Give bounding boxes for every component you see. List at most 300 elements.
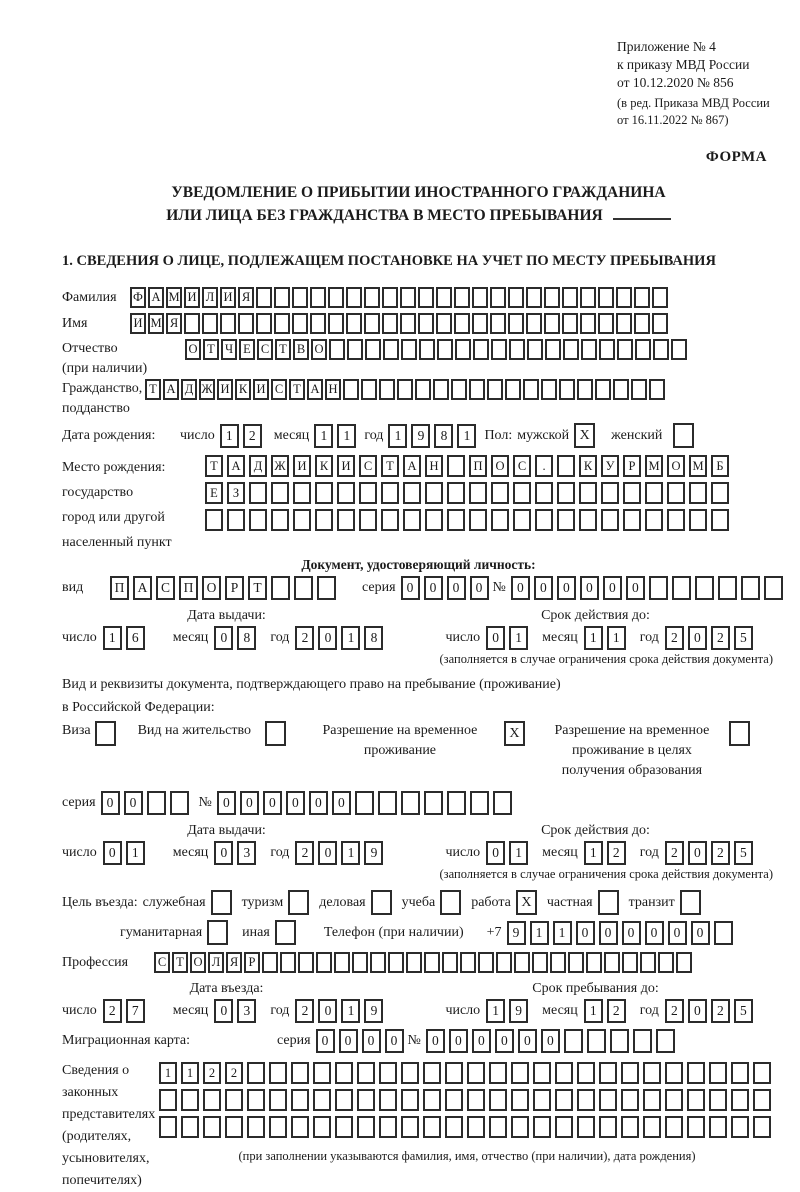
char-box[interactable] <box>291 1116 309 1138</box>
char-box[interactable]: 0 <box>263 791 282 815</box>
char-box[interactable] <box>467 1062 485 1084</box>
char-box[interactable] <box>527 339 543 360</box>
char-box[interactable] <box>328 287 344 308</box>
char-box[interactable]: 0 <box>124 791 143 815</box>
char-box[interactable] <box>523 379 539 400</box>
char-box[interactable]: 1 <box>457 424 476 448</box>
char-box[interactable] <box>238 313 254 334</box>
char-box[interactable] <box>535 509 553 531</box>
char-box[interactable] <box>714 921 733 945</box>
birth-day-input[interactable] <box>220 424 266 448</box>
phone-input[interactable] <box>507 921 737 945</box>
char-box[interactable]: Л <box>208 952 224 973</box>
stay-month[interactable] <box>584 999 630 1023</box>
char-box[interactable]: 2 <box>607 841 626 865</box>
char-box[interactable] <box>247 1116 265 1138</box>
char-box[interactable]: И <box>293 455 311 477</box>
char-box[interactable]: 0 <box>424 576 443 600</box>
char-box[interactable]: 1 <box>584 626 603 650</box>
char-box[interactable]: П <box>469 455 487 477</box>
purpose-transit-checkbox[interactable] <box>680 890 701 915</box>
char-box[interactable]: И <box>220 287 236 308</box>
char-box[interactable] <box>577 1116 595 1138</box>
entry-day[interactable] <box>103 999 149 1023</box>
char-box[interactable]: 1 <box>486 999 505 1023</box>
char-box[interactable]: 0 <box>668 921 687 945</box>
char-box[interactable]: 0 <box>339 1029 358 1053</box>
char-box[interactable] <box>334 952 350 973</box>
char-box[interactable] <box>406 952 422 973</box>
char-box[interactable] <box>357 1062 375 1084</box>
char-box[interactable] <box>225 1116 243 1138</box>
doc-series-input[interactable] <box>401 576 493 600</box>
char-box[interactable]: П <box>179 576 198 600</box>
char-box[interactable] <box>489 1062 507 1084</box>
char-box[interactable] <box>555 1062 573 1084</box>
char-box[interactable] <box>695 576 714 600</box>
char-box[interactable] <box>689 509 707 531</box>
char-box[interactable] <box>753 1116 771 1138</box>
char-box[interactable] <box>634 313 650 334</box>
char-box[interactable] <box>357 1116 375 1138</box>
char-box[interactable]: О <box>491 455 509 477</box>
char-box[interactable] <box>598 313 614 334</box>
char-box[interactable] <box>361 379 377 400</box>
sex-male-checkbox[interactable]: X <box>574 423 595 448</box>
char-box[interactable]: 0 <box>101 791 120 815</box>
char-box[interactable] <box>247 1089 265 1111</box>
char-box[interactable] <box>442 952 458 973</box>
char-box[interactable] <box>621 1116 639 1138</box>
char-box[interactable]: К <box>315 455 333 477</box>
entry-year[interactable] <box>295 999 387 1023</box>
profession-input[interactable] <box>154 952 694 973</box>
char-box[interactable]: О <box>185 339 201 360</box>
char-box[interactable] <box>555 1116 573 1138</box>
char-box[interactable] <box>347 339 363 360</box>
char-box[interactable] <box>491 339 507 360</box>
char-box[interactable] <box>599 1089 617 1111</box>
char-box[interactable]: 2 <box>295 841 314 865</box>
char-box[interactable] <box>425 482 443 504</box>
char-box[interactable] <box>470 791 489 815</box>
char-box[interactable] <box>473 339 489 360</box>
char-box[interactable]: Р <box>244 952 260 973</box>
char-box[interactable]: 1 <box>509 841 528 865</box>
purpose-study-checkbox[interactable] <box>440 890 461 915</box>
char-box[interactable] <box>533 1116 551 1138</box>
char-box[interactable] <box>379 1062 397 1084</box>
sex-female-checkbox[interactable] <box>673 423 694 448</box>
char-box[interactable] <box>563 339 579 360</box>
char-box[interactable] <box>291 1062 309 1084</box>
char-box[interactable] <box>652 287 668 308</box>
res-series-input[interactable] <box>101 791 193 815</box>
char-box[interactable] <box>460 952 476 973</box>
char-box[interactable] <box>159 1089 177 1111</box>
char-box[interactable] <box>382 313 398 334</box>
res-issue-day[interactable] <box>103 841 149 865</box>
purpose-tourism-checkbox[interactable] <box>288 890 309 915</box>
char-box[interactable]: 0 <box>426 1029 445 1053</box>
char-box[interactable] <box>181 1116 199 1138</box>
char-box[interactable] <box>643 1062 661 1084</box>
char-box[interactable]: 0 <box>495 1029 514 1053</box>
char-box[interactable] <box>436 313 452 334</box>
char-box[interactable]: 8 <box>237 626 256 650</box>
char-box[interactable] <box>293 509 311 531</box>
char-box[interactable] <box>378 791 397 815</box>
char-box[interactable] <box>656 1029 675 1053</box>
char-box[interactable]: 0 <box>688 626 707 650</box>
char-box[interactable]: А <box>403 455 421 477</box>
char-box[interactable]: 2 <box>295 626 314 650</box>
char-box[interactable]: 2 <box>665 999 684 1023</box>
char-box[interactable] <box>205 509 223 531</box>
char-box[interactable]: 9 <box>509 999 528 1023</box>
char-box[interactable] <box>359 509 377 531</box>
char-box[interactable] <box>580 313 596 334</box>
char-box[interactable] <box>753 1089 771 1111</box>
char-box[interactable] <box>711 509 729 531</box>
char-box[interactable] <box>577 379 593 400</box>
char-box[interactable] <box>469 379 485 400</box>
char-box[interactable]: Ж <box>199 379 215 400</box>
char-box[interactable] <box>623 509 641 531</box>
char-box[interactable] <box>616 287 632 308</box>
char-box[interactable] <box>489 1116 507 1138</box>
char-box[interactable] <box>335 1116 353 1138</box>
char-box[interactable]: Т <box>289 379 305 400</box>
char-box[interactable]: Ч <box>221 339 237 360</box>
char-box[interactable]: 2 <box>103 999 122 1023</box>
char-box[interactable]: У <box>601 455 619 477</box>
char-box[interactable] <box>415 379 431 400</box>
char-box[interactable] <box>467 1116 485 1138</box>
char-box[interactable] <box>364 287 380 308</box>
char-box[interactable] <box>447 791 466 815</box>
char-box[interactable] <box>472 313 488 334</box>
char-box[interactable]: Н <box>325 379 341 400</box>
char-box[interactable] <box>271 482 289 504</box>
char-box[interactable] <box>262 952 278 973</box>
char-box[interactable]: 0 <box>447 576 466 600</box>
char-box[interactable] <box>643 1116 661 1138</box>
char-box[interactable] <box>709 1116 727 1138</box>
char-box[interactable] <box>467 1089 485 1111</box>
char-box[interactable] <box>401 791 420 815</box>
char-box[interactable] <box>379 1116 397 1138</box>
char-box[interactable]: 1 <box>159 1062 177 1084</box>
char-box[interactable]: П <box>110 576 129 600</box>
char-box[interactable]: 8 <box>364 626 383 650</box>
res-issue-month[interactable] <box>214 841 260 865</box>
char-box[interactable] <box>310 287 326 308</box>
char-box[interactable] <box>147 791 166 815</box>
char-box[interactable] <box>511 1089 529 1111</box>
char-box[interactable]: 0 <box>534 576 553 600</box>
char-box[interactable] <box>381 482 399 504</box>
char-box[interactable] <box>604 952 620 973</box>
char-box[interactable]: М <box>689 455 707 477</box>
char-box[interactable]: М <box>166 287 182 308</box>
char-box[interactable]: 5 <box>734 999 753 1023</box>
char-box[interactable] <box>513 482 531 504</box>
char-box[interactable] <box>472 287 488 308</box>
char-box[interactable]: 0 <box>518 1029 537 1053</box>
char-box[interactable] <box>313 1089 331 1111</box>
char-box[interactable]: . <box>535 455 553 477</box>
char-box[interactable] <box>557 509 575 531</box>
char-box[interactable] <box>313 1062 331 1084</box>
char-box[interactable] <box>621 1062 639 1084</box>
char-box[interactable]: 7 <box>126 999 145 1023</box>
char-box[interactable] <box>577 1089 595 1111</box>
char-box[interactable] <box>424 791 443 815</box>
char-box[interactable] <box>381 509 399 531</box>
char-box[interactable] <box>562 313 578 334</box>
char-box[interactable]: 0 <box>318 999 337 1023</box>
char-box[interactable] <box>184 313 200 334</box>
char-box[interactable]: 9 <box>411 424 430 448</box>
char-box[interactable]: С <box>257 339 273 360</box>
char-box[interactable] <box>665 1116 683 1138</box>
char-box[interactable] <box>514 952 530 973</box>
purpose-business-checkbox[interactable] <box>371 890 392 915</box>
char-box[interactable]: Ф <box>130 287 146 308</box>
char-box[interactable] <box>315 482 333 504</box>
stay-year[interactable] <box>665 999 757 1023</box>
char-box[interactable] <box>249 482 267 504</box>
char-box[interactable]: Ж <box>271 455 289 477</box>
char-box[interactable] <box>579 482 597 504</box>
doc-number-input[interactable] <box>511 576 787 600</box>
doc-kind-input[interactable] <box>110 576 340 600</box>
char-box[interactable] <box>271 576 290 600</box>
char-box[interactable]: 9 <box>364 999 383 1023</box>
char-box[interactable]: 1 <box>530 921 549 945</box>
char-box[interactable] <box>487 379 503 400</box>
char-box[interactable] <box>490 313 506 334</box>
char-box[interactable] <box>293 482 311 504</box>
mc-series-input[interactable] <box>316 1029 408 1053</box>
char-box[interactable] <box>397 379 413 400</box>
char-box[interactable]: Р <box>623 455 641 477</box>
char-box[interactable] <box>346 313 362 334</box>
char-box[interactable]: 0 <box>599 921 618 945</box>
char-box[interactable] <box>329 339 345 360</box>
char-box[interactable] <box>649 379 665 400</box>
char-box[interactable] <box>274 313 290 334</box>
char-box[interactable]: 0 <box>557 576 576 600</box>
char-box[interactable]: 0 <box>103 841 122 865</box>
char-box[interactable]: И <box>184 287 200 308</box>
char-box[interactable] <box>557 482 575 504</box>
char-box[interactable]: 2 <box>243 424 262 448</box>
char-box[interactable]: Я <box>238 287 254 308</box>
char-box[interactable]: М <box>645 455 663 477</box>
stay-day[interactable] <box>486 999 532 1023</box>
char-box[interactable] <box>623 482 641 504</box>
char-box[interactable] <box>317 576 336 600</box>
char-box[interactable] <box>687 1062 705 1084</box>
char-box[interactable] <box>635 339 651 360</box>
char-box[interactable]: 0 <box>401 576 420 600</box>
char-box[interactable] <box>280 952 296 973</box>
birth-place-row-2[interactable] <box>205 482 733 504</box>
char-box[interactable] <box>436 287 452 308</box>
char-box[interactable]: А <box>148 287 164 308</box>
char-box[interactable]: 0 <box>449 1029 468 1053</box>
char-box[interactable] <box>568 952 584 973</box>
char-box[interactable] <box>469 482 487 504</box>
char-box[interactable] <box>335 1062 353 1084</box>
char-box[interactable] <box>508 287 524 308</box>
char-box[interactable]: 3 <box>237 841 256 865</box>
char-box[interactable]: 0 <box>316 1029 335 1053</box>
char-box[interactable]: 2 <box>607 999 626 1023</box>
birth-year-input[interactable] <box>388 424 480 448</box>
char-box[interactable]: Д <box>181 379 197 400</box>
char-box[interactable]: А <box>163 379 179 400</box>
char-box[interactable] <box>335 1089 353 1111</box>
char-box[interactable]: И <box>217 379 233 400</box>
char-box[interactable] <box>709 1062 727 1084</box>
char-box[interactable]: 3 <box>237 999 256 1023</box>
char-box[interactable]: К <box>235 379 251 400</box>
char-box[interactable] <box>227 509 245 531</box>
char-box[interactable]: О <box>202 576 221 600</box>
char-box[interactable] <box>586 952 602 973</box>
char-box[interactable]: 0 <box>541 1029 560 1053</box>
representatives-row-3[interactable] <box>159 1116 775 1138</box>
char-box[interactable]: С <box>156 576 175 600</box>
char-box[interactable] <box>447 509 465 531</box>
res-valid-month[interactable] <box>584 841 630 865</box>
char-box[interactable] <box>671 339 687 360</box>
char-box[interactable] <box>581 339 597 360</box>
firstname-input[interactable] <box>130 313 670 334</box>
temp-residence-checkbox[interactable]: X <box>504 721 525 746</box>
char-box[interactable] <box>269 1116 287 1138</box>
char-box[interactable]: 0 <box>688 841 707 865</box>
char-box[interactable] <box>469 509 487 531</box>
char-box[interactable] <box>298 952 314 973</box>
char-box[interactable] <box>256 313 272 334</box>
char-box[interactable] <box>225 1089 243 1111</box>
visa-checkbox[interactable] <box>95 721 116 746</box>
char-box[interactable] <box>294 576 313 600</box>
char-box[interactable] <box>508 313 524 334</box>
char-box[interactable]: 2 <box>295 999 314 1023</box>
char-box[interactable]: 1 <box>341 841 360 865</box>
char-box[interactable] <box>599 1116 617 1138</box>
char-box[interactable] <box>337 482 355 504</box>
char-box[interactable] <box>599 339 615 360</box>
char-box[interactable] <box>580 287 596 308</box>
char-box[interactable] <box>711 482 729 504</box>
char-box[interactable] <box>653 339 669 360</box>
char-box[interactable] <box>447 455 465 477</box>
char-box[interactable] <box>220 313 236 334</box>
char-box[interactable] <box>753 1062 771 1084</box>
char-box[interactable] <box>550 952 566 973</box>
char-box[interactable] <box>403 482 421 504</box>
char-box[interactable] <box>643 1089 661 1111</box>
char-box[interactable] <box>370 952 386 973</box>
char-box[interactable] <box>388 952 404 973</box>
doc-issue-month[interactable] <box>214 626 260 650</box>
char-box[interactable]: 0 <box>691 921 710 945</box>
char-box[interactable] <box>513 509 531 531</box>
char-box[interactable]: 1 <box>553 921 572 945</box>
char-box[interactable] <box>359 482 377 504</box>
char-box[interactable] <box>491 509 509 531</box>
char-box[interactable] <box>645 482 663 504</box>
char-box[interactable] <box>667 509 685 531</box>
char-box[interactable]: И <box>337 455 355 477</box>
char-box[interactable] <box>511 1116 529 1138</box>
temp-residence-education-checkbox[interactable] <box>729 721 750 746</box>
char-box[interactable] <box>613 379 629 400</box>
char-box[interactable]: 0 <box>318 626 337 650</box>
char-box[interactable]: 1 <box>341 626 360 650</box>
char-box[interactable] <box>741 576 760 600</box>
char-box[interactable] <box>355 791 374 815</box>
char-box[interactable]: Я <box>166 313 182 334</box>
doc-valid-year[interactable] <box>665 626 757 650</box>
char-box[interactable]: 0 <box>240 791 259 815</box>
doc-valid-month[interactable] <box>584 626 630 650</box>
res-valid-year[interactable] <box>665 841 757 865</box>
char-box[interactable] <box>526 313 542 334</box>
char-box[interactable]: Т <box>275 339 291 360</box>
entry-month[interactable] <box>214 999 260 1023</box>
char-box[interactable] <box>652 313 668 334</box>
char-box[interactable] <box>170 791 189 815</box>
char-box[interactable] <box>555 1089 573 1111</box>
char-box[interactable] <box>423 1062 441 1084</box>
char-box[interactable] <box>315 509 333 531</box>
char-box[interactable] <box>621 1089 639 1111</box>
char-box[interactable] <box>401 1062 419 1084</box>
char-box[interactable] <box>631 379 647 400</box>
char-box[interactable] <box>533 1089 551 1111</box>
char-box[interactable]: З <box>227 482 245 504</box>
char-box[interactable] <box>676 952 692 973</box>
char-box[interactable] <box>633 1029 652 1053</box>
char-box[interactable] <box>532 952 548 973</box>
char-box[interactable]: И <box>130 313 146 334</box>
char-box[interactable]: 1 <box>103 626 122 650</box>
char-box[interactable] <box>352 952 368 973</box>
char-box[interactable] <box>310 313 326 334</box>
representatives-row-1[interactable] <box>159 1062 775 1084</box>
char-box[interactable] <box>159 1116 177 1138</box>
char-box[interactable] <box>557 455 575 477</box>
char-box[interactable] <box>447 482 465 504</box>
char-box[interactable]: 0 <box>580 576 599 600</box>
char-box[interactable] <box>764 576 783 600</box>
purpose-private-checkbox[interactable] <box>598 890 619 915</box>
char-box[interactable] <box>418 287 434 308</box>
residence-permit-checkbox[interactable] <box>265 721 286 746</box>
char-box[interactable] <box>423 1116 441 1138</box>
char-box[interactable] <box>379 379 395 400</box>
char-box[interactable]: 1 <box>388 424 407 448</box>
char-box[interactable]: 0 <box>217 791 236 815</box>
char-box[interactable]: Б <box>711 455 729 477</box>
